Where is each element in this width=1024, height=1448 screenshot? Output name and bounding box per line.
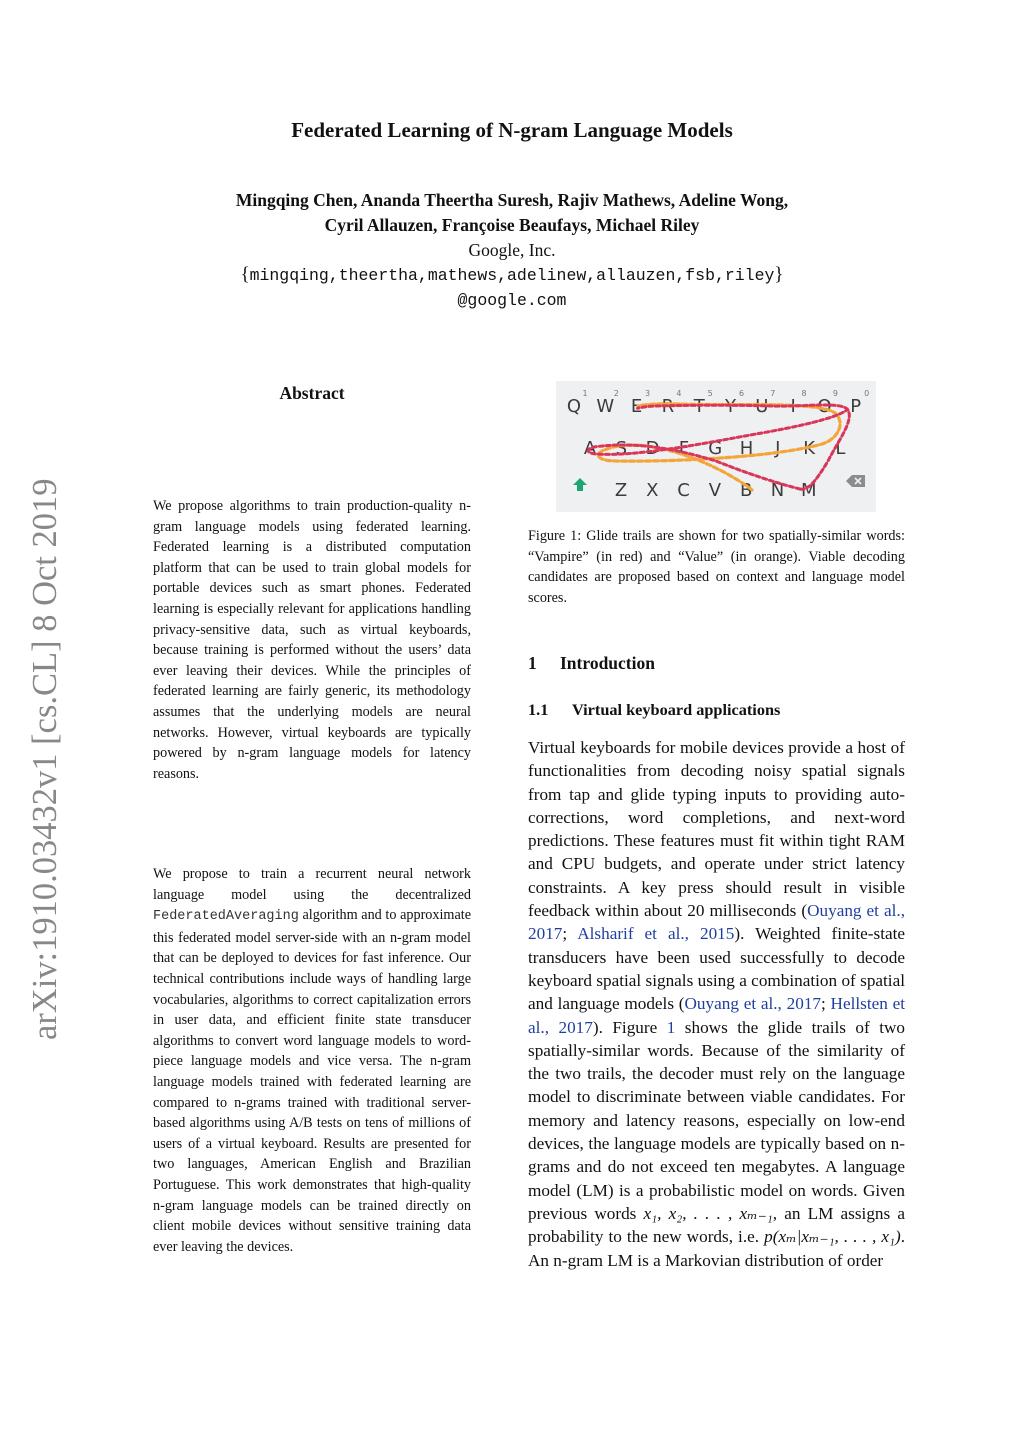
email-list: mingqing,theertha,mathews,adelinew,allauzen,fsb,riley: [249, 266, 775, 285]
keyboard-svg: [556, 381, 876, 512]
body-text: , an LM assigns a probability to the new words, i.e.: [528, 1203, 905, 1247]
citation-separator: ;: [562, 924, 578, 944]
subsection-number: 1.1: [528, 700, 549, 719]
key-digit-6: 6: [738, 389, 745, 398]
section-1-heading: [528, 653, 655, 674]
paper-title: Federated Learning of N-gram Language Models: [291, 118, 733, 142]
arxiv-identifier: arXiv:1910.03432v1 [cs.CL] 8 Oct 2019: [26, 478, 64, 1040]
key-digit-4: 4: [676, 389, 682, 398]
abstract-heading: Abstract: [279, 383, 345, 403]
body-text: . An n-gram LM is a Markovian distribution of order: [528, 1227, 905, 1270]
key-o: O: [817, 396, 832, 417]
authors-line-2: Cyril Allauzen, Françoise Beaufays, Michael Riley: [324, 215, 700, 235]
author-emails: {mingqing,theertha,mathews,adelinew,allauzen,fsb,riley} @google.com: [0, 262, 1024, 313]
abstract-paragraph-1: We propose algorithms to train production-quality n-gram language models using federated learning. Federated learning is a distributed computation platform that can be used to train global models for portable devices such as smart phones. Federated learning is especially relevant for applications handling privacy-sensitive data, such as virtual keyboards, because training is performed without the users’ data ever leaving their devices. While the principles of federated learning are fairly generic, its methodology assumes that the underlying models are neural networks. However, virtual keyboards are typically powered by n-gram language models for latency reasons.: [153, 498, 471, 782]
citation-separator: ;: [821, 994, 831, 1014]
key-u: U: [755, 396, 769, 417]
section-number: 1: [528, 653, 537, 673]
citation-author: Ouyang et al.,: [807, 901, 905, 921]
affiliation: Google, Inc.: [468, 240, 556, 260]
shift-arrow-icon: [573, 478, 587, 491]
figure-1-caption: Figure 1: Glide trails are shown for two spatially-similar words: “Vampire” (in red) and “Value” (in orange). Viable decoding candidates are proposed based on context and language model scores.: [528, 528, 905, 606]
abstract-text: algorithm and to approximate this federated model server-side with an n-gram model that can be deployed to devices for fast inference. Our technical contributions include ways of handling large vocabularies, algorithms to correct capitalization errors in user data, and efficient finite state transducer algorithms to convert word language models to word-piece language models and vice versa. The n-gram language models trained with federated learning are compared to n-grams trained with traditional server-based algorithms using A/B tests on tens of millions of users of a virtual keyboard. Results are presented for two languages, American English and Brazilian Portuguese. This work demonstrates that high-quality n-gram language models can be trained directly on client mobile devices without sensitive training data ever leaving the devices.: [153, 907, 471, 1255]
abstract-paragraph-2: [153, 864, 471, 1257]
key-digit-0: 0: [864, 389, 870, 398]
key-digit-3: 3: [645, 389, 651, 398]
federated-averaging-code: FederatedAveraging: [153, 909, 299, 925]
citation-alsharif-2015[interactable]: [577, 924, 734, 943]
body-text: Virtual keyboards for mobile devices provide a host of functionalities from decoding noisy spatial signals from tap and glide typing inputs to providing auto-corrections, word completions, and next-word predictions. These features must fit within tight RAM and CPU budgets, and operate under strict latency constraints. A key press should result in visible feedback within about 20 milliseconds (: [528, 738, 905, 921]
key-l: L: [835, 438, 846, 459]
math-previous-words: x₁, x₂, . . . , xₘ₋₁: [643, 1203, 773, 1223]
key-t: T: [693, 396, 705, 417]
figure-1-reference[interactable]: 1: [666, 1017, 676, 1037]
body-text: shows the glide trails of two spatially-similar words. Because of the similarity of the two trails, the decoder must rely on the language model to discriminate between viable candidates. For memory and latency reasons, especially on low-end devices, the language models are typically based on n-grams and do not exceed ten megabytes. A language model (LM) is a probabilistic model on words. Given previous words: [528, 1017, 905, 1223]
key-j: J: [775, 438, 781, 459]
key-x: X: [646, 480, 659, 501]
key-h: H: [739, 438, 754, 459]
citation-year: 2017: [528, 924, 563, 944]
key-digit-2: 2: [613, 389, 619, 398]
key-v: V: [708, 480, 722, 501]
key-digit-7: 7: [770, 389, 776, 398]
section-1-1-heading: [528, 700, 780, 720]
citation-author: Hellsten et al.,: [528, 994, 905, 1037]
key-n: N: [770, 480, 785, 501]
author-list: [0, 188, 1024, 238]
backspace-icon: [846, 475, 865, 487]
key-d: D: [645, 438, 660, 459]
key-e: E: [630, 396, 643, 417]
citation-year: 2017: [558, 1017, 593, 1037]
key-digit-5: 5: [707, 389, 713, 398]
body-text: ). Weighted finite-state transducers have been used successfully to decode keyboard spatial signals using a combination of spatial and language models (: [528, 924, 906, 1014]
citation-author: Alsharif et al.,: [577, 924, 689, 944]
citation-year: 2015: [699, 924, 735, 944]
section-title: Introduction: [560, 653, 655, 673]
key-s: S: [615, 438, 628, 459]
citation-ouyang-2017-b[interactable]: [685, 994, 821, 1013]
citation-year: 2017: [786, 994, 821, 1014]
key-digit-9: 9: [832, 389, 838, 398]
authors-line-1: Mingqing Chen, Ananda Theertha Suresh, Rajiv Mathews, Adeline Wong,: [235, 190, 789, 210]
key-k: K: [803, 438, 816, 459]
key-a: A: [583, 438, 597, 459]
key-w: W: [596, 396, 615, 417]
key-b: B: [740, 480, 753, 501]
citation-author: Ouyang et al.,: [684, 994, 782, 1014]
intro-paragraph: [528, 736, 905, 1272]
subsection-title: Virtual keyboard applications: [572, 700, 781, 719]
key-digit-1: 1: [582, 389, 588, 398]
key-q: Q: [566, 396, 582, 417]
key-f: F: [678, 438, 690, 459]
key-i: I: [790, 396, 796, 417]
keyboard-figure: [556, 381, 876, 512]
key-y: Y: [725, 396, 736, 417]
email-domain: @google.com: [457, 291, 567, 310]
key-p: P: [850, 396, 862, 417]
key-m: M: [801, 480, 817, 501]
math-conditional-probability: p(xₘ|xₘ₋₁, . . . , x₁): [764, 1227, 901, 1247]
abstract-text: We propose to train a recurrent neural network language model using the decentralized: [153, 866, 471, 903]
key-z: Z: [614, 480, 628, 501]
key-c: C: [677, 480, 690, 501]
key-g: G: [708, 438, 723, 459]
key-digit-8: 8: [801, 389, 807, 398]
body-text: ). Figure: [592, 1017, 667, 1037]
key-r: R: [661, 396, 675, 417]
